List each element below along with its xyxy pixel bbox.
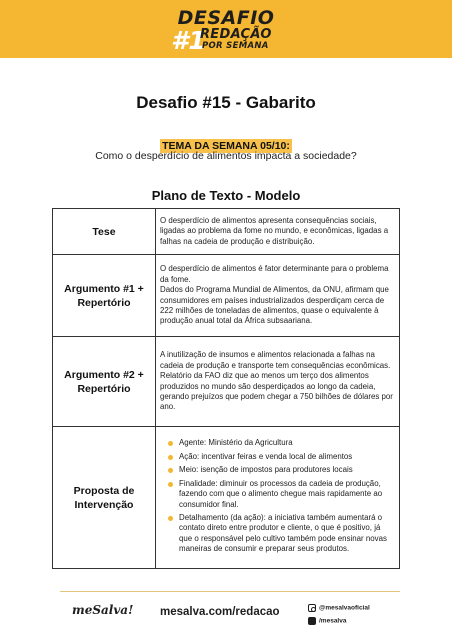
row-label: Proposta de Intervenção — [53, 427, 156, 569]
logo-por-semana-text: POR SEMANA — [202, 41, 269, 51]
tema-question: Como o desperdício de alimentos impacta a sociedade? — [95, 150, 357, 162]
facebook-handle[interactable]: /mesalva — [308, 617, 346, 625]
row-paragraph: O desperdício de alimentos apresenta consequências sociais, ligadas ao problema da fome no mundo, e econômicas, ligadas a falhas na cadeia de produção e distribuição. — [160, 215, 389, 246]
bullet-icon — [168, 516, 173, 521]
footer-url-link[interactable]: mesalva.com/redacao — [160, 606, 280, 618]
list-item: Detalhamento (da ação): a iniciativa também aumentará o contato direto entre produtor e cliente, o que é positivo, já que o responsável pelo cultivo também pode ensinar novas maneiras de consumir e preparar seus produtos. — [160, 513, 394, 555]
bullet-icon — [168, 441, 173, 446]
row-text — [156, 427, 400, 569]
proposal-list — [160, 438, 394, 554]
list-item: Ação: incentivar feiras e venda local de alimentos — [160, 452, 394, 462]
table-row-proposta — [53, 427, 400, 569]
tema-label: TEMA DA SEMANA 05/10: — [162, 140, 290, 152]
header-banner — [0, 0, 452, 58]
logo-desafio-text: DESAFIO — [177, 7, 275, 29]
row-text — [156, 255, 400, 337]
footer-divider — [60, 591, 400, 592]
list-item: Finalidade: diminuir os processos da cadeia de produção, fazendo com que o alimento chegue mais rapidamente ao consumidor final. — [160, 479, 394, 510]
list-item: Meio: isenção de impostos para produtores locais — [160, 465, 394, 475]
logo-number: #1 — [171, 26, 206, 55]
bullet-icon — [168, 468, 173, 473]
row-label: Argumento #1 + Repertório — [53, 255, 156, 337]
table-row-argumento-2 — [53, 337, 400, 427]
row-paragraph: Dados do Programa Mundial de Alimentos, da ONU, afirmam que consumidores em países industrializados desperdiçam cerca de 222 milhões de toneladas de alimentos, quase o equivalente à produção anual total da África subsaariana. — [160, 285, 389, 326]
table-row-tese — [53, 209, 400, 255]
row-label: Argumento #2 + Repertório — [53, 337, 156, 427]
brand-logo: meSalva! — [72, 603, 134, 617]
row-paragraph: Relatório da FAO diz que ao menos um terço dos alimentos produzidos no mundo são desperdiçados ao longo da cadeia, gerando prejuízos que podem chegar a 750 bilhões de dólares por ano. — [160, 371, 393, 412]
plan-title: Plano de Texto - Modelo — [151, 188, 301, 203]
facebook-icon — [308, 617, 316, 625]
row-text — [156, 337, 400, 427]
instagram-handle[interactable]: @mesalvaoficial — [308, 604, 370, 612]
bullet-icon — [168, 455, 173, 460]
plan-table — [52, 208, 400, 569]
row-text — [156, 209, 400, 255]
list-item: Agente: Ministério da Agricultura — [160, 438, 394, 448]
page-title: Desafio #15 - Gabarito — [136, 93, 316, 112]
row-label: Tese — [53, 209, 156, 255]
bullet-icon — [168, 482, 173, 487]
instagram-icon — [308, 604, 316, 612]
table-row-argumento-1 — [53, 255, 400, 337]
row-paragraph: O desperdício de alimentos é fator determinante para o problema da fome. — [160, 264, 389, 284]
logo-redacao-text: REDAÇÃO — [200, 27, 272, 42]
row-paragraph: A inutilização de insumos e alimentos relacionada a falhas na cadeia de produção e transporte tem consequências econômicas. — [160, 350, 391, 370]
